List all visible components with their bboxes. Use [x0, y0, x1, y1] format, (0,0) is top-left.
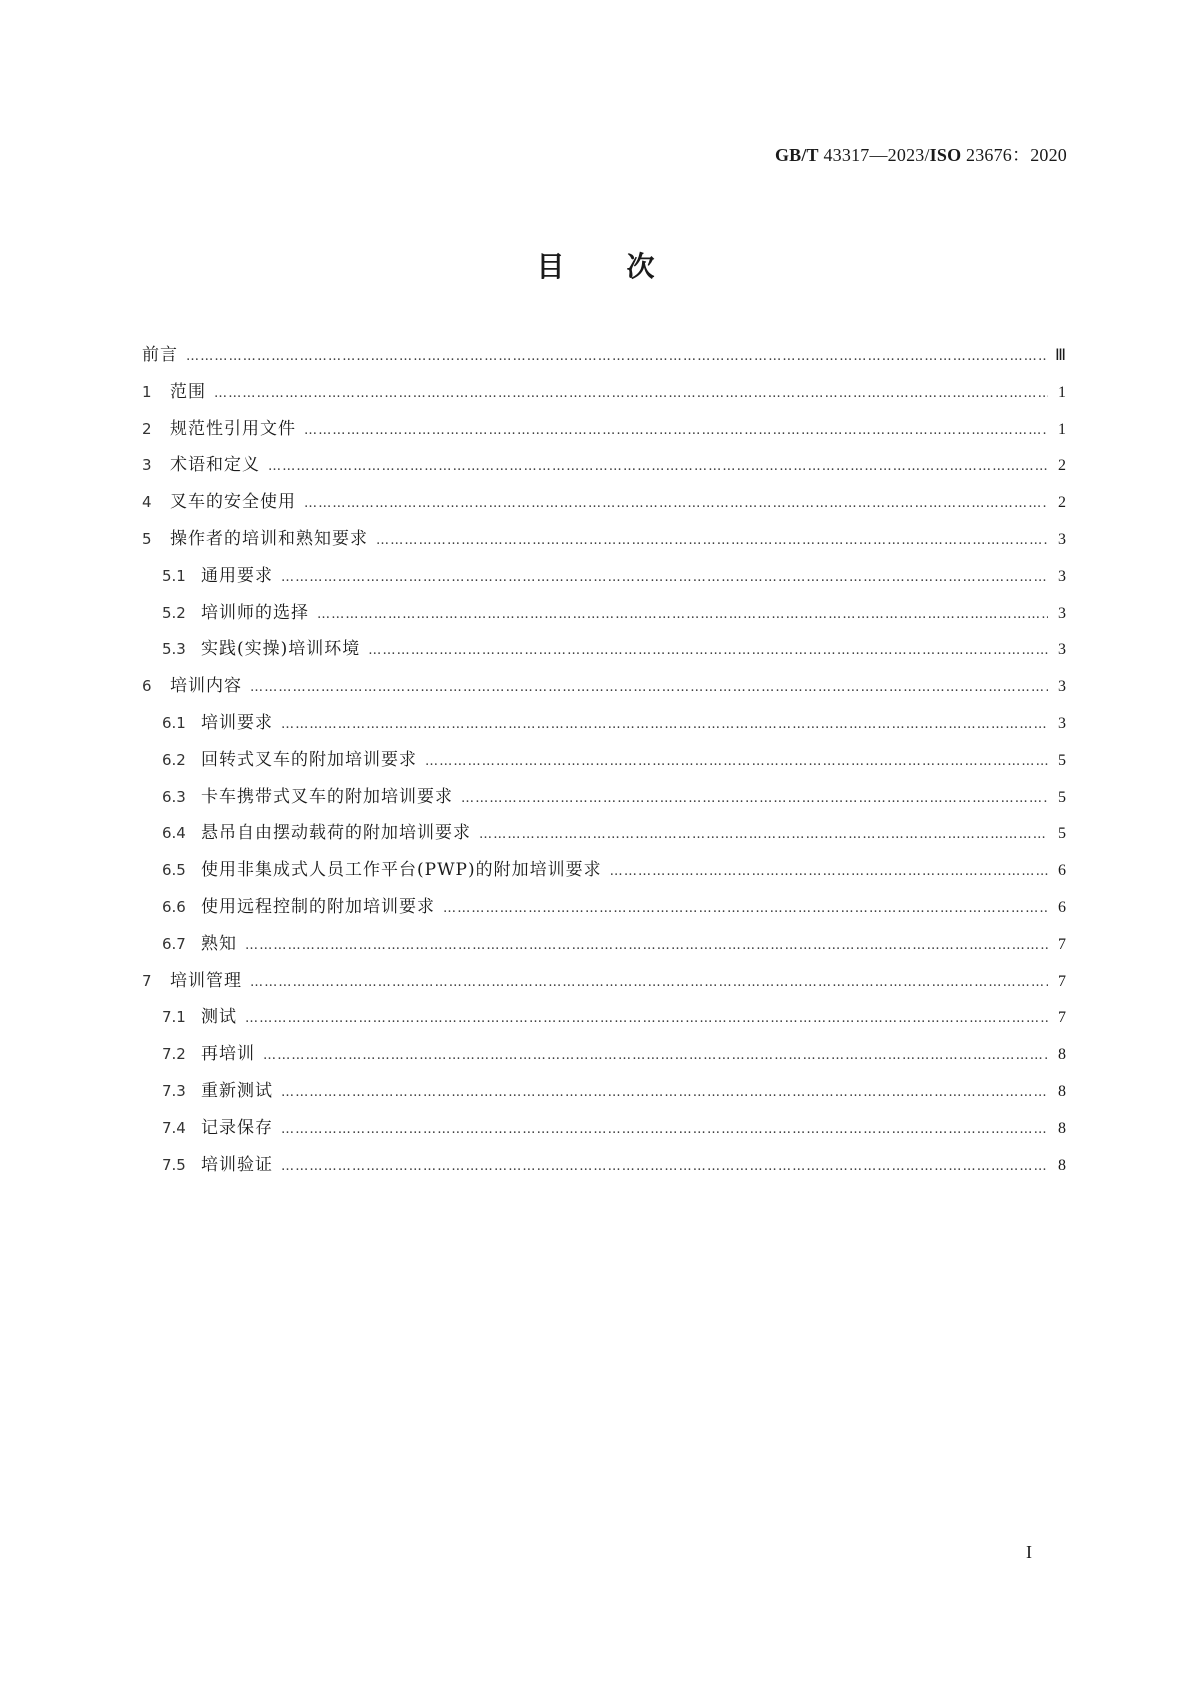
toc-leader-dots [610, 864, 1048, 879]
page-number: I [1026, 1542, 1032, 1562]
toc-entry-number: 7.3 [162, 1081, 186, 1100]
toc-entry-label: 熟知 [201, 933, 237, 954]
toc-leader-dots [245, 1011, 1048, 1026]
toc-entry[interactable] [142, 1002, 1066, 1039]
toc-leader-dots [281, 570, 1048, 585]
toc-entry-label: 规范性引用文件 [170, 418, 296, 439]
toc-entry-page: 3 [1058, 530, 1066, 548]
toc-entry-label: 培训要求 [201, 712, 273, 733]
toc-entry-label: 重新测试 [201, 1080, 273, 1101]
toc-entry-number: 5.1 [162, 566, 186, 585]
doc-id-gbt: GB/T [774, 145, 819, 165]
toc-entry[interactable] [142, 966, 1066, 1003]
toc-entry-page: 2 [1058, 457, 1066, 475]
toc-entry-label: 培训管理 [170, 970, 242, 991]
toc-entry[interactable] [142, 1076, 1066, 1113]
toc-entry-label: 范围 [170, 381, 206, 402]
toc-entry[interactable] [142, 708, 1066, 745]
toc-entry-label: 卡车携带式叉车的附加培训要求 [201, 786, 453, 807]
toc-entry-label: 培训内容 [170, 676, 242, 697]
toc-entry-page: 3 [1058, 714, 1066, 732]
doc-id-number: 43317—2023/ [818, 145, 930, 165]
toc-entry-label: 叉车的安全使用 [170, 492, 296, 513]
toc-entry[interactable] [142, 671, 1066, 708]
toc-entry[interactable] [142, 561, 1066, 598]
toc-leader-dots [368, 643, 1048, 658]
document-id [775, 141, 1067, 167]
toc-entry-label: 记录保存 [201, 1117, 273, 1138]
toc-leader-dots [281, 717, 1048, 732]
toc-entry[interactable] [142, 892, 1066, 929]
toc-entry-page: 8 [1058, 1046, 1066, 1064]
toc-entry-number: 6.6 [162, 897, 186, 916]
toc-entry-page: 1 [1058, 383, 1066, 401]
toc-entry[interactable] [142, 598, 1066, 635]
toc-leader-dots [479, 827, 1048, 842]
toc-entry-page: 8 [1058, 1156, 1066, 1174]
toc-entry[interactable] [142, 1150, 1066, 1187]
toc-entry-number: 4 [142, 493, 152, 512]
toc-leader-dots [186, 349, 1048, 364]
toc-entry-number: 6.3 [162, 787, 186, 806]
toc-entry-page: 6 [1058, 862, 1066, 880]
toc-leader-dots [263, 1048, 1048, 1063]
toc-entry-label: 培训验证 [201, 1154, 273, 1175]
toc-leader-dots [250, 975, 1048, 990]
toc-entry-number: 6.4 [162, 824, 186, 843]
toc-entry[interactable] [142, 487, 1066, 524]
toc-entry-number: 2 [142, 419, 152, 438]
toc-entry[interactable] [142, 745, 1066, 782]
toc-entry-number: 5.2 [162, 603, 186, 622]
toc-entry-label: 通用要求 [201, 565, 273, 586]
toc-entry[interactable] [142, 929, 1066, 966]
toc-leader-dots [281, 1085, 1048, 1100]
doc-id-iso-number: 23676：2020 [961, 145, 1067, 165]
toc-entry-page: 5 [1058, 825, 1066, 843]
toc-entry-page: 7 [1058, 935, 1066, 953]
toc-entry[interactable] [142, 634, 1066, 671]
toc-entry-number: 7 [142, 971, 152, 990]
toc-entry-number: 1 [142, 382, 152, 401]
toc-entry-page: 2 [1058, 494, 1066, 512]
toc-entry-label: 再培训 [201, 1044, 255, 1065]
toc-entry[interactable] [142, 377, 1066, 414]
toc-leader-dots [214, 386, 1048, 401]
toc-leader-dots [425, 754, 1048, 769]
toc-entry-number: 5 [142, 529, 152, 548]
toc-entry[interactable] [142, 414, 1066, 451]
table-of-contents [142, 340, 1066, 1186]
toc-entry[interactable] [142, 524, 1066, 561]
toc-entry-page: 8 [1058, 1119, 1066, 1137]
toc-entry-page: 3 [1058, 567, 1066, 585]
toc-leader-dots [250, 680, 1048, 695]
toc-entry-number: 7.2 [162, 1045, 186, 1064]
toc-leader-dots [376, 533, 1048, 548]
toc-leader-dots [281, 1159, 1048, 1174]
toc-entry[interactable] [142, 818, 1066, 855]
toc-entry-page: 1 [1058, 420, 1066, 438]
toc-entry-label: 悬吊自由摆动载荷的附加培训要求 [201, 823, 471, 844]
toc-leader-dots [304, 423, 1048, 438]
toc-entry-number: 6.1 [162, 713, 186, 732]
toc-entry[interactable] [142, 1113, 1066, 1150]
toc-entry[interactable] [142, 855, 1066, 892]
toc-entry-page: 3 [1058, 604, 1066, 622]
toc-entry-page: 3 [1058, 641, 1066, 659]
toc-entry-page: 5 [1058, 751, 1066, 769]
toc-entry-page: 8 [1058, 1082, 1066, 1100]
toc-entry-number: 7.5 [162, 1155, 186, 1174]
toc-leader-dots [461, 791, 1048, 806]
toc-entry-number: 7.4 [162, 1118, 186, 1137]
toc-entry-label: 培训师的选择 [201, 602, 309, 623]
toc-entry-page: Ⅲ [1054, 347, 1066, 364]
toc-entry[interactable] [142, 450, 1066, 487]
toc-entry-number: 5.3 [162, 640, 186, 659]
toc-entry[interactable] [142, 1039, 1066, 1076]
toc-entry-label: 术语和定义 [170, 455, 260, 476]
page-title: 目次 [536, 250, 717, 283]
toc-leader-dots [304, 496, 1048, 511]
toc-entry-page: 7 [1058, 972, 1066, 990]
toc-entry-number: 6 [142, 677, 152, 696]
toc-entry-label: 测试 [201, 1007, 237, 1028]
toc-entry[interactable] [142, 340, 1066, 377]
toc-entry-label: 实践(实操)培训环境 [201, 639, 361, 660]
toc-entry-label: 使用远程控制的附加培训要求 [201, 896, 435, 917]
toc-entry[interactable] [142, 782, 1066, 819]
toc-entry-label: 操作者的培训和熟知要求 [170, 528, 368, 549]
toc-leader-dots [268, 459, 1048, 474]
toc-entry-number: 6.7 [162, 934, 186, 953]
toc-entry-number: 3 [142, 456, 152, 475]
toc-entry-number: 7.1 [162, 1008, 186, 1027]
toc-entry-label: 前言 [142, 345, 178, 365]
toc-entry-label: 回转式叉车的附加培训要求 [201, 749, 417, 770]
toc-entry-page: 7 [1058, 1009, 1066, 1027]
toc-entry-page: 3 [1058, 678, 1066, 696]
toc-leader-dots [443, 901, 1048, 916]
toc-entry-label: 使用非集成式人员工作平台(PWP)的附加培训要求 [201, 860, 602, 881]
toc-leader-dots [317, 607, 1048, 622]
toc-entry-number: 6.5 [162, 861, 186, 880]
toc-leader-dots [281, 1122, 1048, 1137]
toc-entry-page: 5 [1058, 788, 1066, 806]
toc-entry-number: 6.2 [162, 750, 186, 769]
doc-id-iso: ISO [929, 145, 962, 165]
toc-leader-dots [245, 938, 1048, 953]
toc-entry-page: 6 [1058, 898, 1066, 916]
